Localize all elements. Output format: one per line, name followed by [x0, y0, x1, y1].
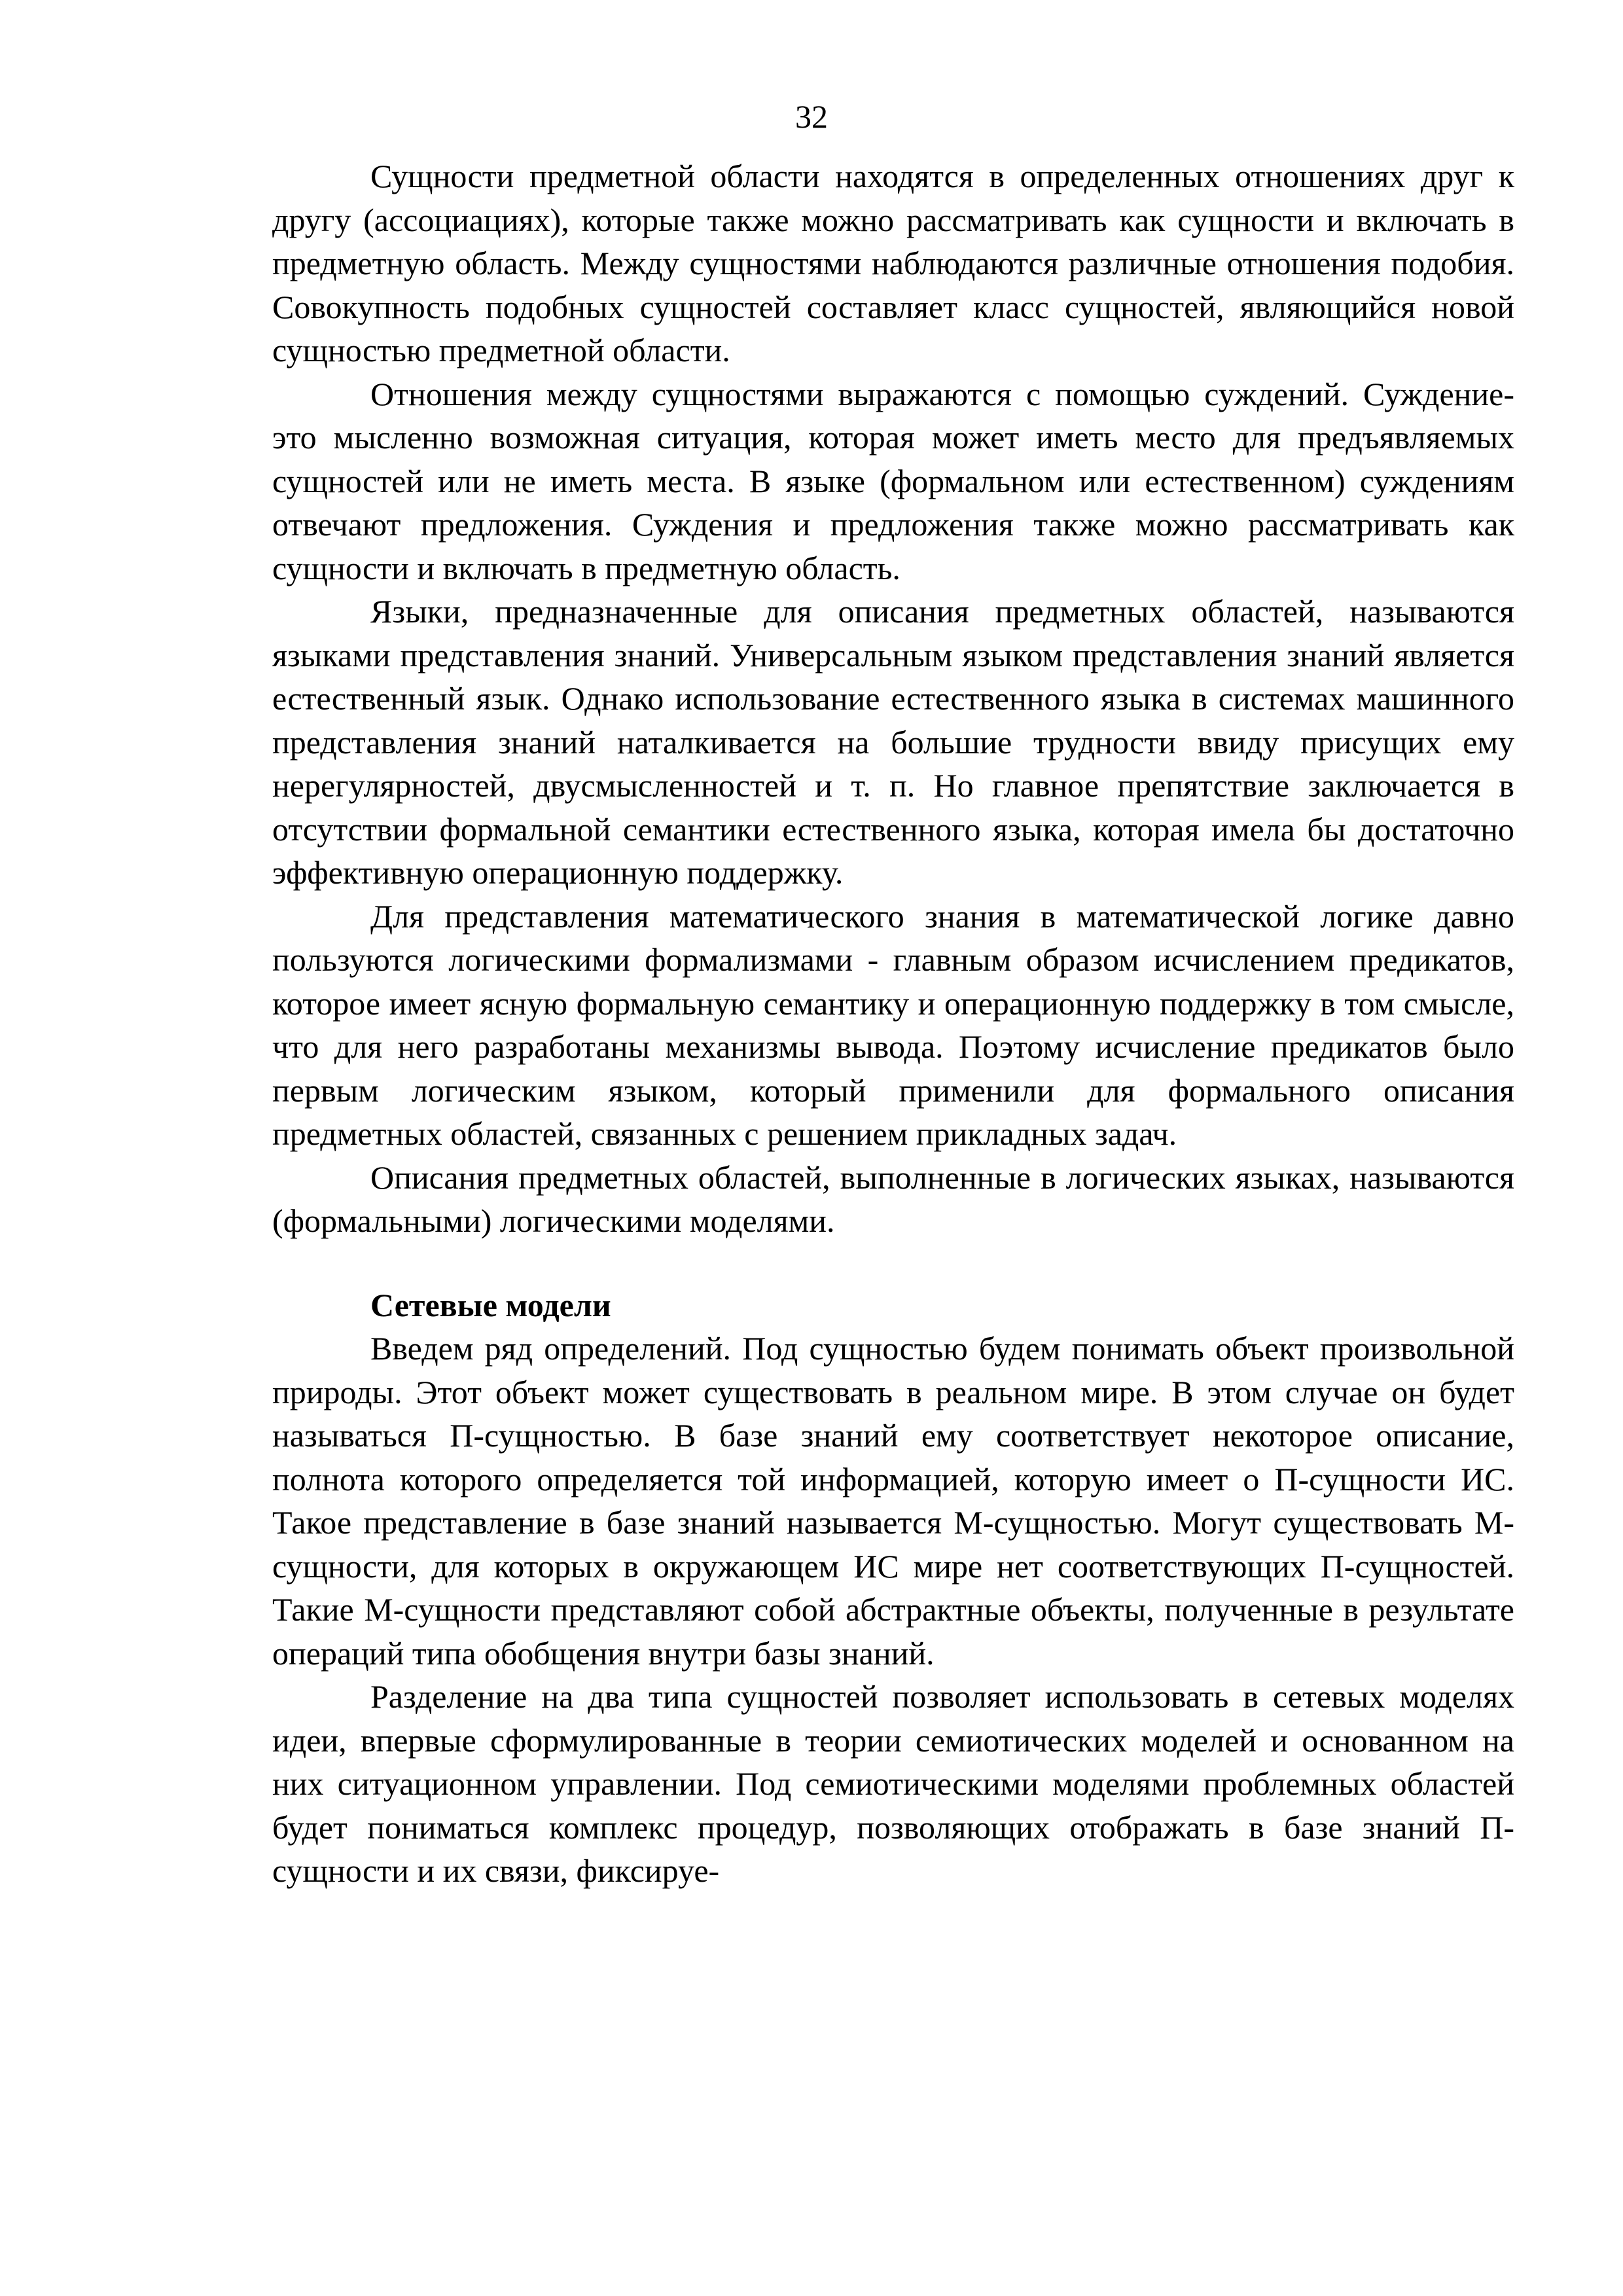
section-heading-network-models: Сетевые модели — [370, 1286, 611, 1323]
paragraph-knowledge-languages: Языки, предназначенные для описания предметных областей, называются языками представления знаний. Универсальным языком представления знаний является естественный язык. Однако использование естественного языка в системах машинного представления знаний наталкивается на большие трудности ввиду присущих ему нерегулярностей, двусмысленностей и т. п. Но главное препятствие заключается в отсутствии формальной семантики естественного языка, которая имела бы достаточно эффективную операционную поддержку. — [272, 593, 1514, 891]
paragraph-logical-models: Описания предметных областей, выполненные в логических языках, называются (формальными) логическими моделями. — [272, 1158, 1514, 1239]
paragraph-semiotic-models: Разделение на два типа сущностей позволяет использовать в сетевых моделях идеи, впервые сформулированные в теории семиотических моделей и основанном на них ситуационном управлении. Под семиотическими моделями проблемных областей будет пониматься комплекс процедур, позволяющих отображать в базе знаний П-сущности и их связи, фиксируе- — [272, 1678, 1514, 1889]
page-number: 32 — [795, 98, 828, 135]
paragraph-judgments: Отношения между сущностями выражаются с помощью суждений. Суждение-это мысленно возможная ситуация, которая может иметь место для предъявляемых сущностей или не иметь места. В языке (формальном или естественном) суждениям отвечают предложения. Суждения и предложения также можно рассматривать как сущности и включать в предметную область. — [272, 375, 1514, 586]
page-body — [272, 154, 1514, 1893]
paragraph-associations: Сущности предметной области находятся в определенных отношениях друг к другу (ассоциациях), которые также можно рассматривать как сущности и включать в предметную область. Между сущностями наблюдаются различные отношения подобия. Совокупность подобных сущностей составляет класс сущностей, являющийся новой сущностью предметной области. — [272, 158, 1514, 368]
paragraph-predicate-calculus: Для представления математического знания в математической логике давно пользуются логическими формализмами - главным образом исчислением предикатов, которое имеет ясную формальную семантику и операционную поддержку в том смысле, что для него разработаны механизмы вывода. Поэтому исчисление предикатов было первым логическим языком, который применили для формального описания предметных областей, связанных с решением прикладных задач. — [272, 897, 1514, 1152]
paragraph-definitions: Введем ряд определений. Под сущностью будем понимать объект произвольной природы. Этот объект может существовать в реальном мире. В этом случае он будет называться П-сущностью. В базе знаний ему соответствует некоторое описание, полнота которого определяется той информацией, которую имеет о П-сущности ИС. Такое представление в базе знаний называется М-сущностью. Могут существовать М-сущности, для которых в окружающем ИС мире нет соответствующих П-сущностей. Такие М-сущности представляют собой абстрактные объекты, полученные в результате операций типа обобщения внутри базы знаний. — [272, 1330, 1514, 1672]
